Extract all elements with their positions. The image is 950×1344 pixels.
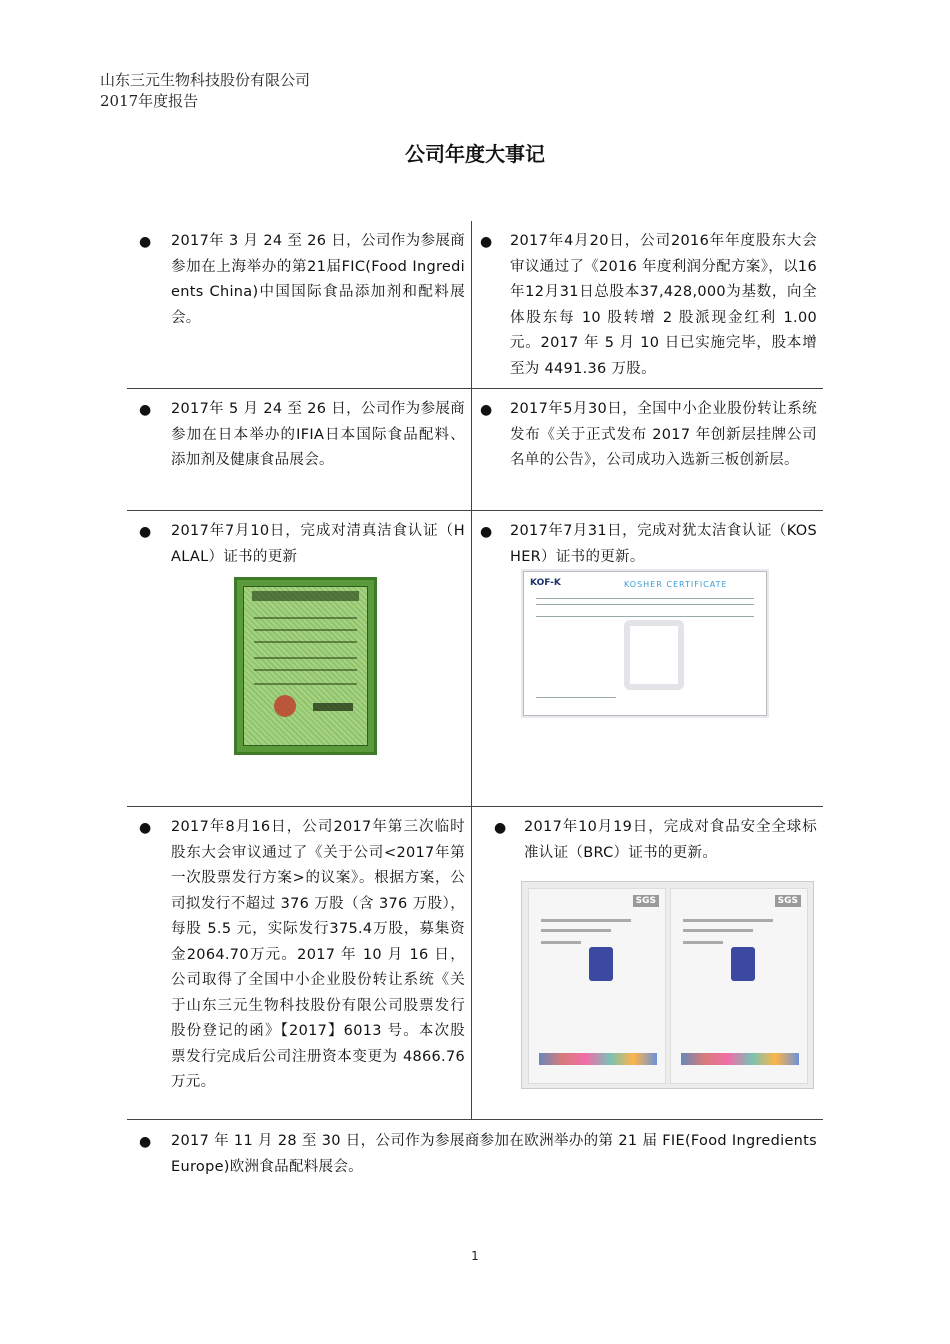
text-line — [254, 617, 357, 619]
signature-mark — [313, 703, 353, 711]
table-row — [127, 511, 823, 807]
table-row — [127, 389, 823, 511]
halal-certificate-image — [234, 577, 377, 755]
table-row — [127, 807, 823, 1120]
event-cell — [127, 221, 472, 388]
event-text: 2017年 3 月 24 至 26 日，公司作为参展商参加在上海举办的第21届FIC(Food Ingredients China)中国国际食品添加剂和配料展会。 — [171, 233, 465, 326]
text-line — [254, 669, 357, 671]
signature-line — [536, 697, 616, 698]
page-number: 1 — [471, 1249, 479, 1263]
bullet-icon: ● — [139, 234, 152, 250]
brc-certificate-page-cn — [528, 888, 666, 1084]
text-line — [536, 616, 754, 617]
bullet-icon: ● — [480, 234, 493, 250]
event-text: 2017年 5 月 24 至 26 日，公司作为参展商参加在日本举办的IFIA日本国际食品配料、添加剂及健康食品展会。 — [171, 401, 465, 468]
event-text: 2017年5月30日，全国中小企业股份转让系统发布《关于正式发布 2017 年创新层挂牌公司名单的公告》，公司成功入选新三板创新层。 — [510, 401, 817, 468]
event-cell — [472, 389, 823, 510]
event-text: 2017年8月16日，公司2017年第三次临时股东大会审议通过了《关于公司<2017年第一次股票发行方案>的议案》。根据方案，公司拟发行不超过 376 万股（含 376 万股），每股 5.5 元，实际发行375.4万股，募集资金2064.70万元。2017 年 10 月 16 日，公司取得了全国中小企业股份转让系统《关于山东三元生物科技股份有限公司股票发行股份登记的函》【2017】6013 号。本次股票发行完成后公司注册资本变更为 4866.76 万元。 — [171, 819, 465, 1090]
page-header — [100, 70, 310, 112]
sgs-swirl-graphic — [681, 1053, 799, 1065]
bullet-icon: ● — [139, 402, 152, 418]
text-line — [254, 629, 357, 631]
bullet-icon: ● — [139, 524, 152, 540]
final-event — [127, 1121, 823, 1192]
brc-badge-icon — [589, 947, 613, 981]
kosher-banner: KOSHER CERTIFICATE — [624, 580, 728, 589]
event-cell — [472, 511, 823, 806]
bullet-icon: ● — [139, 1134, 152, 1150]
event-text: 2017年7月10日，完成对清真洁食认证（HALAL）证书的更新 — [171, 523, 465, 565]
bullet-icon: ● — [494, 820, 507, 836]
header-company: 山东三元生物科技股份有限公司 — [100, 71, 311, 89]
event-cell — [127, 807, 472, 1119]
kosher-watermark-icon — [624, 620, 684, 690]
event-text: 2017年10月19日，完成对食品安全全球标准认证（BRC）证书的更新。 — [524, 819, 817, 861]
text-line — [683, 941, 723, 944]
page-title: 公司年度大事记 — [405, 142, 545, 166]
event-cell — [127, 389, 472, 510]
event-cell — [127, 1121, 823, 1192]
sgs-swirl-graphic — [539, 1053, 657, 1065]
halal-arabic-heading — [252, 591, 359, 601]
brc-certificate-page-en — [670, 888, 808, 1084]
bullet-icon: ● — [139, 820, 152, 836]
kosher-logo: KOF-K — [530, 578, 561, 588]
sgs-logo: SGS — [775, 895, 801, 907]
event-cell — [127, 511, 472, 806]
event-cell — [472, 807, 823, 1119]
bullet-icon: ● — [480, 402, 493, 418]
event-cell — [472, 221, 823, 388]
text-line — [541, 941, 581, 944]
brc-certificate-image — [521, 881, 814, 1089]
text-line — [254, 657, 357, 659]
event-text: 2017 年 11 月 28 至 30 日，公司作为参展商参加在欧洲举办的第 21 届 FIE(Food Ingredients Europe)欧洲食品配料展会。 — [171, 1133, 817, 1175]
text-line — [536, 604, 754, 605]
text-line — [683, 919, 773, 922]
halal-certificate-body — [243, 586, 368, 746]
text-line — [254, 641, 357, 643]
text-line — [254, 683, 357, 685]
red-seal-icon — [274, 695, 296, 717]
text-line — [541, 929, 611, 932]
brc-badge-icon — [731, 947, 755, 981]
text-line — [536, 598, 754, 599]
events-table — [127, 221, 823, 1120]
text-line — [541, 919, 631, 922]
header-report: 2017年度报告 — [100, 92, 199, 110]
event-text: 2017年7月31日，完成对犹太洁食认证（KOSHER）证书的更新。 — [510, 523, 817, 565]
table-row — [127, 221, 823, 389]
event-text: 2017年4月20日，公司2016年年度股东大会审议通过了《2016 年度利润分配方案》，以16年12月31日总股本37,428,000为基数，向全体股东每 10 股转增 2 股派现金红利 1.00 元。2017 年 5 月 10 日已实施完毕，股本增至为 4491.36 万股。 — [510, 233, 817, 377]
kosher-certificate-image — [523, 571, 767, 716]
text-line — [683, 929, 753, 932]
sgs-logo: SGS — [633, 895, 659, 907]
bullet-icon: ● — [480, 524, 493, 540]
